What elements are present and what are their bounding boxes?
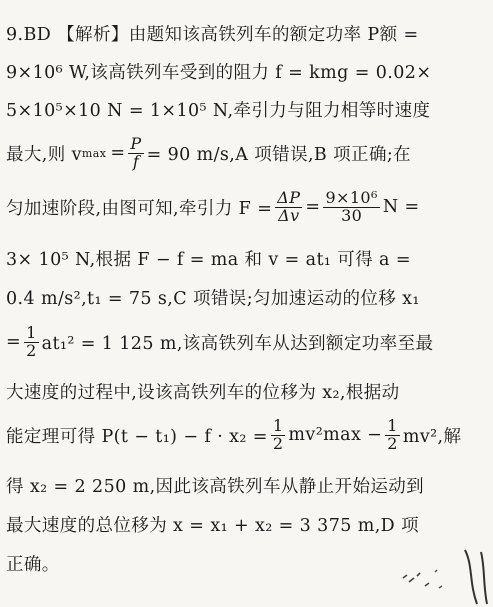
text-line-9 — [6, 372, 487, 410]
fraction-numerator: 1 — [387, 415, 398, 435]
vmax-subscript: max — [81, 146, 107, 160]
fraction-numerator: 9×10⁶ — [325, 187, 378, 207]
line-13-text: 正确。 — [6, 554, 60, 575]
line-2-text: 9×10⁶ W,该高铁列车受到的阻力 f = kmg = 0.02× — [6, 62, 432, 83]
pen-scribble-mark — [395, 548, 490, 606]
text-line-2 — [6, 52, 487, 90]
fraction-denominator: 30 — [341, 205, 363, 225]
text-line-8 — [6, 317, 487, 367]
fraction-numerator: P — [130, 133, 142, 153]
line-5-part3: N = — [382, 197, 420, 217]
line-4-part3: = 90 m/s,A 项错误,B 项正确;在 — [146, 144, 412, 165]
fraction-denominator: 2 — [26, 340, 37, 360]
fraction-numerator: 1 — [272, 415, 284, 435]
line-4-part1: 最大,则 v — [6, 144, 82, 165]
equals-sign: = — [305, 197, 321, 217]
text-line-5 — [6, 182, 487, 232]
line-3-text: 5×10⁵×10 N = 1×10⁵ N,牵引力与阻力相等时速度 — [6, 100, 431, 121]
fraction-numerator: ΔP — [277, 187, 301, 207]
fraction-one-half — [271, 415, 286, 453]
text-line-4 — [6, 128, 487, 178]
line-8-part2: at₁² = 1 125 m,该高铁列车从达到额定功率至最 — [41, 333, 434, 354]
line-5-part1: 匀加速阶段,由图可知,牵引力 F = — [6, 198, 273, 219]
fraction-power-over-time — [323, 187, 379, 225]
text-line-12 — [6, 505, 487, 543]
line-12-text: 最大速度的总位移为 x = x₁ + x₂ = 3 375 m,D 项 — [6, 515, 419, 536]
line-10-part2: mv²max − — [288, 425, 383, 445]
fraction-denominator: 2 — [272, 433, 284, 453]
line-11-text: 得 x₂ = 2 250 m,因此该高铁列车从静止开始运动到 — [6, 476, 425, 497]
text-line-3 — [6, 90, 487, 128]
fraction-one-half — [24, 322, 39, 360]
text-line-7 — [6, 278, 487, 316]
fraction-denominator: f — [132, 151, 140, 171]
line-10-part3: mv²,解 — [402, 426, 462, 447]
fraction-p-over-f — [128, 133, 143, 171]
line-6-text: 3× 10⁵ N,根据 F − f = ma 和 v = at₁ 可得 a = — [6, 249, 411, 270]
equals-sign: = — [110, 143, 126, 163]
text-line-6 — [6, 239, 487, 277]
fraction-one-half — [385, 415, 400, 453]
line-1-text: 9.BD 【解析】由题知该高铁列车的额定功率 P额 = — [6, 24, 419, 45]
fraction-dp-over-dv — [275, 187, 302, 225]
line-7-text: 0.4 m/s²,t₁ = 75 s,C 项错误;匀加速运动的位移 x₁ — [6, 288, 420, 309]
text-line-11 — [6, 466, 487, 504]
fraction-numerator: 1 — [26, 322, 37, 342]
line-9-text: 大速度的过程中,设该高铁列车的位移为 x₂,根据动 — [6, 382, 400, 403]
text-line-10 — [6, 410, 487, 460]
fraction-denominator: Δv — [278, 205, 300, 225]
text-line-1 — [6, 14, 487, 52]
fraction-denominator: 2 — [387, 433, 398, 453]
line-10-part1: 能定理可得 P(t − t₁) − f · x₂ = — [6, 426, 268, 447]
line-8-part1: = — [6, 332, 22, 352]
